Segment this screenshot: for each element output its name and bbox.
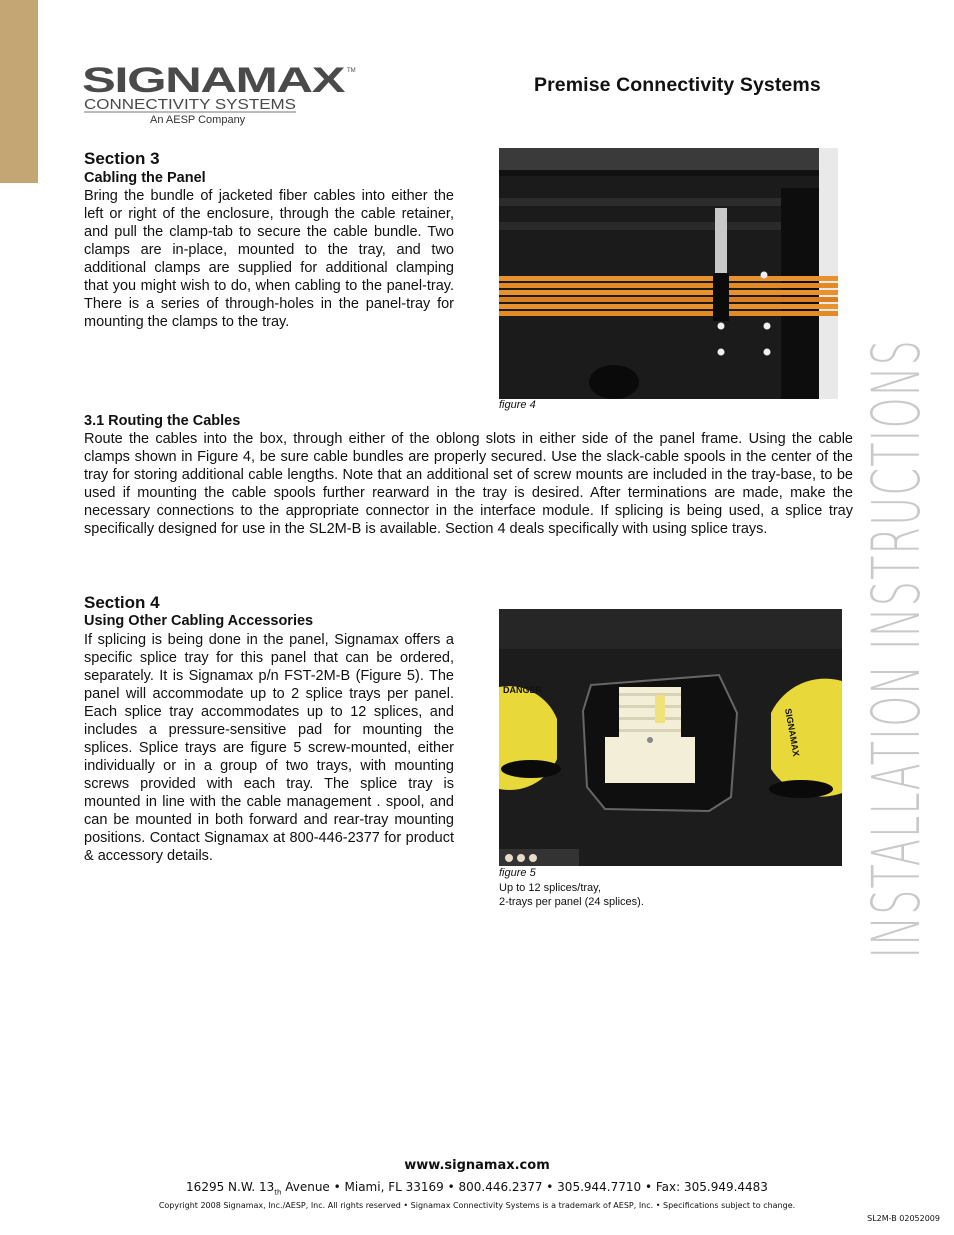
logo-wordmark: SIGNAMAX — [82, 61, 347, 100]
logo-trademark: TM — [347, 68, 356, 74]
figure5-note-2: 2-trays per panel (24 splices). — [499, 896, 644, 908]
section4-title: Section 4 — [84, 593, 160, 612]
spool-label-left: DANGER — [503, 685, 543, 695]
logo-company: An AESP Company — [150, 114, 246, 126]
document-code: SL2M-B 02052009 — [867, 1214, 940, 1223]
figure4-photo — [499, 148, 838, 399]
spool-label-right: SIGNAMAX — [783, 707, 802, 758]
page-tagline: Premise Connectivity Systems — [534, 74, 821, 96]
section4-subtitle: Using Other Cabling Accessories — [84, 613, 314, 629]
figure5-photo — [499, 609, 842, 866]
section3-subtitle: Cabling the Panel — [84, 170, 206, 186]
routing-cables-body: Route the cables into the box, through either of the oblong slots in either side of the panel frame. Using the cable clamps shown in Figure 4, be sure cable bundles are properly secured. Use the slack-cable spools in the center of the tray for storing additional cable lengths. Note that an additional set of screw mounts are included in the tray-base, to be used if mounting the cable spools further rearward in the tray is desired. After terminations are made, make the necessary connections to the appropriate connector in the interface module. If splicing is being used, a splice tray specifically designed for use in the SL2M-B is available. Section 4 deals specifically with using splice trays. — [84, 431, 853, 537]
footer-url[interactable]: www.signamax.com — [404, 1158, 550, 1173]
tan-side-bar — [0, 0, 38, 183]
figure4-caption: figure 4 — [499, 399, 536, 411]
footer-address: 16295 N.W. $13_{th}$ Avenue • Miami, FL 33169 • 800.446.2377 • 305.944.7710 • Fax: 305.949.4483 — [186, 1180, 768, 1197]
logo-subtitle: CONNECTIVITY SYSTEMS — [84, 97, 296, 113]
footer-copyright: Copyright 2008 Signamax, Inc./AESP, Inc. All rights reserved • Signamax Connectivity Systems is a trademark of AESP, Inc. • Specifications subject to change. — [158, 1201, 796, 1210]
figure5-note-1: Up to 12 splices/tray, — [499, 882, 601, 894]
routing-cables-title: 3.1 Routing the Cables — [84, 413, 241, 429]
installation-instructions-banner: INSTALLATION INSTRUCTIONS — [858, 338, 935, 959]
section4-body: If splicing is being done in the panel, Signamax offers a specific splice tray for this panel that can be ordered, separately. It is Signamax p/n FST-2M-B (Figure 5). The panel will accommodate up to 2 splice trays per panel. Each splice tray accommodates up to 12 splices, and includes a pressure-sensitive pad for mounting the splices. Splice trays are figure 5 screw-mounted, either individually or in a group of two trays, with mounting screws provided with each tray. The splice tray is mounted in line with the cable management . spool, and can be mounted in both forward and rear-tray mounting positions. Contact Signamax at 800-446-2377 for product & accessory details. — [84, 632, 454, 864]
signamax-logo — [82, 62, 354, 126]
figure5-caption: figure 5 — [499, 867, 536, 879]
section3-body: Bring the bundle of jacketed fiber cables into either the left or right of the enclosure, through the cable retainer, and pull the clamp-tab to secure the cable bundle. Two clamps are in-place, mounted to the tray, and two additional clamps are supplied for additional clamping that you might wish to do, when cabling to the panel-tray. There is a series of through-holes in the panel-tray for mounting the clamps to the tray. — [84, 188, 454, 330]
section3-title: Section 3 — [84, 149, 160, 168]
